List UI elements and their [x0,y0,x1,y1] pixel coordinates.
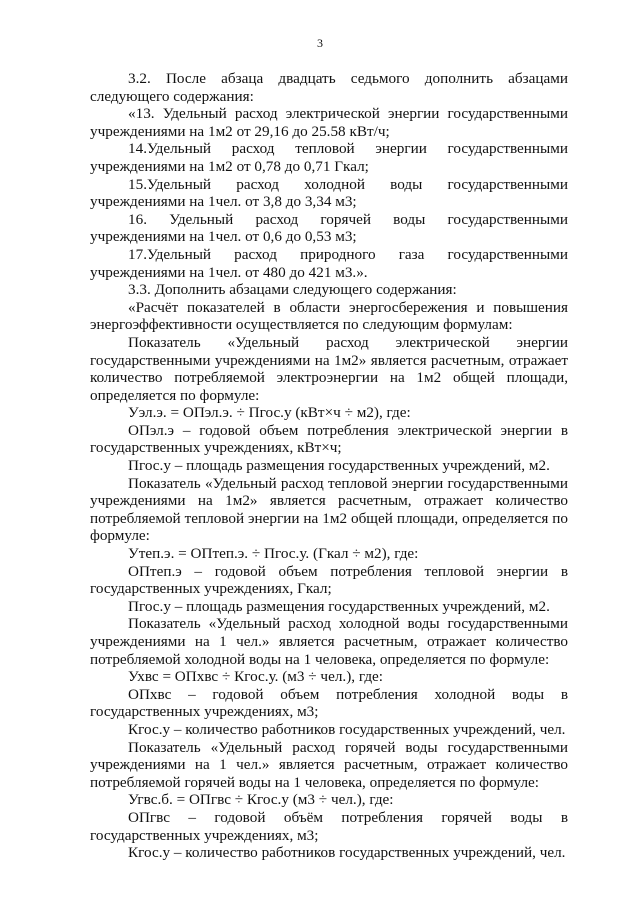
formula-line: Утеп.э. = ОПтеп.э. ÷ Пгос.у. (Гкал ÷ м2), где: [128,545,419,563]
paragraph: ОПхвс – годовой объем потребления холодной воды в государственных учреждениях, м3; [90,685,568,721]
formula-line: Уэл.э. = ОПэл.э. ÷ Пгос.у (кВт×ч ÷ м2), где: [128,404,411,422]
paragraph: Пгос.у – площадь размещения государственных учреждений, м2. [128,457,550,475]
paragraph: Кгос.у – количество работников государственных учреждений, чел. [128,720,566,738]
paragraph: ОПтеп.э – годовой объем потребления тепловой энергии в государственных учреждениях, Гкал; [90,562,568,598]
paragraph: 17.Удельный расход природного газа государственными учреждениями на 1чел. от 480 до 421 м3.». [90,245,568,281]
paragraph: «13. Удельный расход электрической энергии государственными учреждениями на 1м2 от 29,16 до 25.58 кВт/ч; [90,105,568,140]
paragraph: 16. Удельный расход горячей воды государственными учреждениями на 1чел. от 0,6 до 0,53 м3; [90,210,568,246]
document-body [90,70,568,862]
paragraph: «Расчёт показателей в области энергосбережения и повышения энергоэффективности осуществляется по следующим формулам: [90,298,568,334]
paragraph: Показатель «Удельный расход горячей воды государственными учреждениями на 1 чел.» является расчетным, отражает количество потребляемой горячей воды на 1 человека, определяется по формуле: [90,738,568,791]
paragraph: Показатель «Удельный расход электрической энергии государственными учреждениями на 1м2» является расчетным, отражает количество потребляемой электроэнергии на 1м2 общей площади, определяется по формуле: [90,333,568,404]
paragraph: ОПэл.э – годовой объем потребления электрической энергии в государственных учреждениях, кВт×ч; [90,421,568,457]
paragraph: 14.Удельный расход тепловой энергии государственными учреждениями на 1м2 от 0,78 до 0,71 Гкал; [90,140,568,175]
page-number: 3 [317,36,323,50]
paragraph: Кгос.у – количество работников государственных учреждений, чел. [128,844,566,862]
paragraph: 3.2. После абзаца двадцать седьмого дополнить абзацами следующего содержания: [90,70,568,105]
formula-line: Угвс.б. = ОПгвс ÷ Кгос.у (м3 ÷ чел.), где: [128,791,394,809]
paragraph: ОПгвс – годовой объём потребления горячей воды в государственных учреждениях, м3; [90,808,568,844]
paragraph: Показатель «Удельный расход тепловой энергии государственными учреждениями на 1м2» является расчетным, отражает количество потребляемой тепловой энергии на 1м2 общей площади, определяется по формуле: [90,474,568,545]
paragraph: Показатель «Удельный расход холодной воды государственными учреждениями на 1 чел.» является расчетным, отражает количество потребляемой холодной воды на 1 человека, определяется по формуле: [90,615,568,668]
formula-line: Ухвс = ОПхвс ÷ Кгос.у. (м3 ÷ чел.), где: [128,668,384,686]
paragraph: 3.3. Дополнить абзацами следующего содержания: [128,281,457,299]
paragraph: 15.Удельный расход холодной воды государственными учреждениями на 1чел. от 3,8 до 3,34 м3; [90,175,568,211]
paragraph: Пгос.у – площадь размещения государственных учреждений, м2. [128,597,550,615]
